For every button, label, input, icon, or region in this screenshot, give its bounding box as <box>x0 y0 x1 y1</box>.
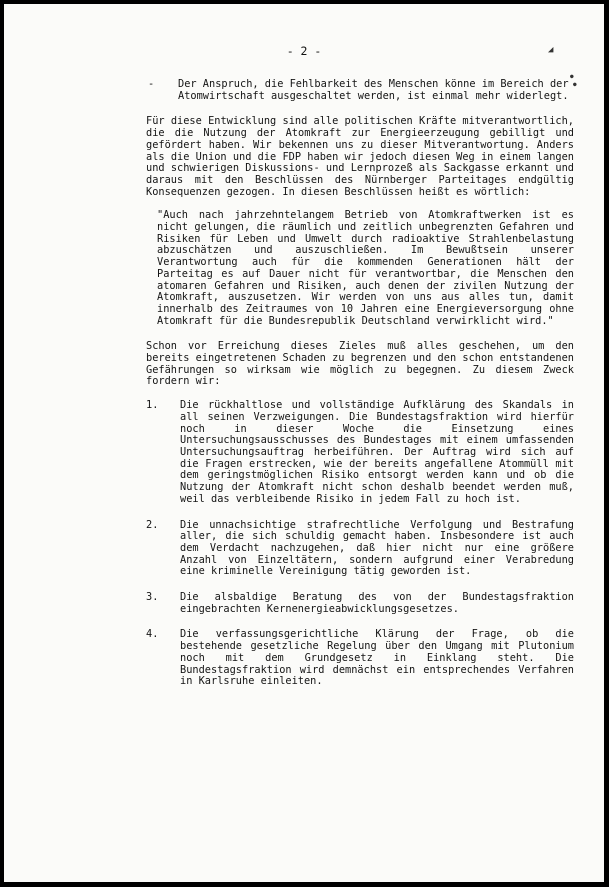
page-number: - 2 - <box>286 44 322 58</box>
demand-text: Die unnachsichtige strafrechtliche Verfolgung und Bestrafung aller, die sich schuldig gemacht haben. Insbesondere ist auch dem Verdacht nachzugehen, daß hier nicht nur eine größere Anzahl von Einzeltätern, sondern aufgrund einer Verabredung eine kriminelle Vereinigung tätig geworden ist. <box>180 518 574 578</box>
document-page <box>4 4 604 882</box>
demand-item-1 <box>146 400 574 505</box>
demand-item-4 <box>146 629 574 688</box>
demand-text: Die rückhaltlose und vollständige Aufklärung des Skandals in all seinen Verzweigungen. Die Bundestagsfraktion wird hierfür noch in dieser Woche die Einsetzung eines Untersuchungsausschusses des Bundestages mit einem umfassenden Untersuchungsauftrag herbeiführen. Der Auftrag wird sich auf die Fragen erstrecken, wie der bereits angefallene Atommüll mit dem geringstmöglichen Risiko entsorgt werden kann und ob die Nutzung der Atomkraft nicht schon deshalb beendet werden muß, weil das verbleibende Risiko in jedem Fall zu hoch ist. <box>180 399 574 505</box>
demand-text: Die verfassungsgerichtliche Klärung der Frage, ob die bestehende gesetzliche Regelung über den Umgang mit Plutonium noch mit dem Grundgesetz in Einklang steht. Die Bundestagsfraktion wird demnächst ein entsprechendes Verfahren in Karlsruhe einleiten. <box>180 628 574 688</box>
party-resolution-quote: "Auch nach jahrzehntelangem Betrieb von Atomkraftwerken ist es nicht gelungen, die räumlich und zeitlich unbegrenzten Gefahren und Risiken für Leben und Umwelt durch radioaktive Strahlenbelastung abzuschätzen und auszuschließen. Im Bewußtsein unserer Verantwortung auch für die kommenden Generationen hält der Parteitag es auf Dauer nicht für verantwortbar, die Menschen den atomaren Gefahren und Risiken, auch denen der zivilen Nutzung der Atomkraft, auszusetzen. Wir werden von uns aus alles tun, damit innerhalb des Zeitraumes von 10 Jahren eine Energieversorgung ohne Atomkraft für die Bundesrepublik Deutschland verwirklicht wird." <box>157 209 574 327</box>
demand-number: 3. <box>146 591 159 604</box>
dash-list-item <box>146 79 574 102</box>
demand-item-3 <box>146 592 574 615</box>
paragraph-demands-intro: Schon vor Erreichung dieses Zieles muß alles geschehen, um den bereits eingetretenen Schaden zu begrenzen und den schon entstandenen Gefährungen so wirksam wie möglich zu begegnen. Zu diesem Zweck fordern wir: <box>146 340 574 388</box>
scan-speck: ● <box>573 81 577 88</box>
paragraph-responsibility: Für diese Entwicklung sind alle politischen Kräfte mitverantwortlich, die die Nutzung der Atomkraft zur Energieerzeugung gebilligt und gefördert haben. Wir bekennen uns zu dieser Mitverantwortung. Anders als die Union und die FDP haben wir jedoch diesen Weg in einem langen und schwierigen Diskussions- und Lernprozeß als Sackgasse erkannt und daraus mit den Beschlüssen des Nürnberger Parteitages endgültig Konsequenzen gezogen. In diesen Beschlüssen heißt es wörtlich: <box>146 115 574 198</box>
scan-speck: ◢ <box>548 45 554 55</box>
demand-item-2 <box>146 520 574 579</box>
dash-item-text: Der Anspruch, die Fehlbarkeit des Menschen könne im Bereich der Atomwirtschaft ausgeschaltet werden, ist einmal mehr widerlegt. <box>178 78 569 102</box>
document-body <box>146 79 574 702</box>
scan-speck: ● <box>570 73 574 80</box>
demand-number: 4. <box>146 628 159 641</box>
dash-marker: - <box>148 78 155 90</box>
demand-number: 2. <box>146 518 159 531</box>
demand-text: Die alsbaldige Beratung des von der Bundestagsfraktion eingebrachten Kernenergieabwicklungsgesetzes. <box>180 591 574 615</box>
demand-number: 1. <box>146 399 159 412</box>
